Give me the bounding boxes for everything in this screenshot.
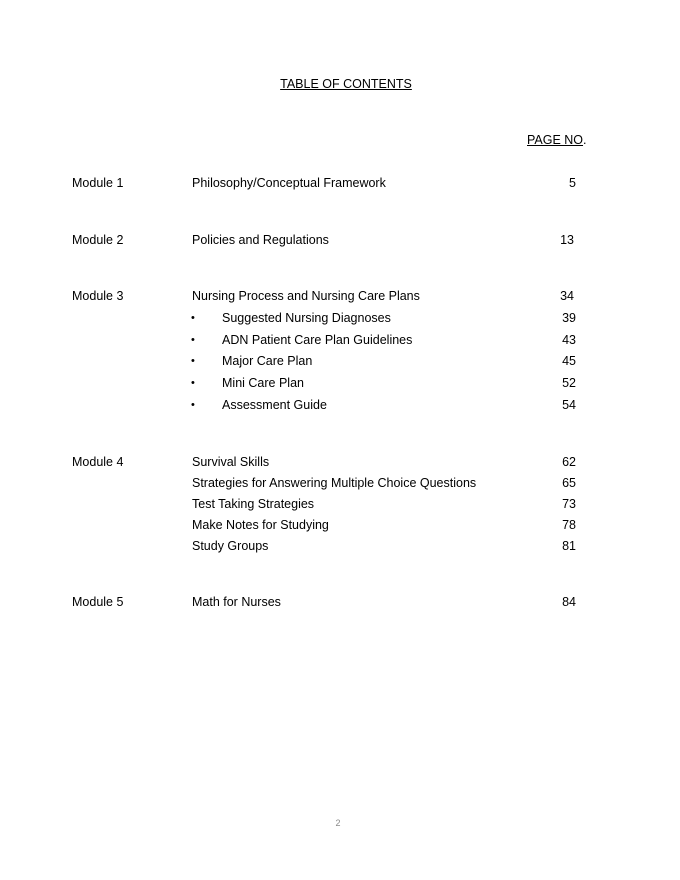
page-no-header	[527, 133, 587, 147]
toc-entry-page: 84	[562, 595, 576, 609]
toc-entry-page: 65	[562, 476, 576, 490]
toc-entry-title: Survival Skills	[192, 455, 270, 469]
footer-page-number: 2	[335, 818, 341, 828]
page-no-header-period: .	[583, 133, 587, 147]
bullet-icon: •	[191, 355, 195, 367]
toc-entry-page: 43	[562, 333, 576, 347]
toc-row-module-1	[0, 175, 680, 191]
bullet-icon: •	[191, 334, 195, 346]
toc-bullet-row	[0, 332, 680, 348]
toc-entry-page: 39	[562, 311, 576, 325]
toc-entry-title: Philosophy/Conceptual Framework	[192, 176, 386, 190]
toc-bullet-row	[0, 310, 680, 326]
toc-entry-page: 54	[562, 398, 576, 412]
toc-entry-page: 45	[562, 354, 576, 368]
toc-entry-page: 13	[560, 233, 574, 247]
toc-entry-title: Nursing Process and Nursing Care Plans	[192, 289, 420, 303]
bullet-icon: •	[191, 399, 195, 411]
toc-row-module-2	[0, 232, 680, 248]
toc-row-module-4	[0, 454, 680, 470]
toc-bullet-title: ADN Patient Care Plan Guidelines	[222, 333, 413, 347]
toc-entry-page: 73	[562, 497, 576, 511]
toc-bullet-title: Suggested Nursing Diagnoses	[222, 311, 391, 325]
page-title: TABLE OF CONTENTS	[280, 77, 412, 91]
toc-entry-title: Math for Nurses	[192, 595, 281, 609]
module-label: Module 1	[72, 176, 124, 190]
toc-entry-page: 52	[562, 376, 576, 390]
toc-bullet-title: Assessment Guide	[222, 398, 327, 412]
module-label: Module 4	[72, 455, 124, 469]
module-label: Module 2	[72, 233, 124, 247]
toc-row	[0, 538, 680, 554]
toc-entry-title: Policies and Regulations	[192, 233, 329, 247]
toc-bullet-title: Major Care Plan	[222, 354, 313, 368]
toc-row	[0, 475, 680, 491]
toc-row	[0, 496, 680, 512]
toc-entry-title: Test Taking Strategies	[192, 497, 315, 511]
toc-bullet-row	[0, 375, 680, 391]
module-label: Module 3	[72, 289, 124, 303]
toc-row-module-5	[0, 594, 680, 610]
bullet-icon: •	[191, 312, 195, 324]
toc-row-module-3	[0, 288, 680, 304]
toc-entry-page: 62	[562, 455, 576, 469]
toc-row	[0, 517, 680, 533]
toc-entry-title: Make Notes for Studying	[192, 518, 329, 532]
toc-bullet-row	[0, 397, 680, 413]
toc-entry-page: 34	[560, 289, 574, 303]
toc-entry-page: 5	[569, 176, 576, 190]
toc-entry-title: Study Groups	[192, 539, 269, 553]
page-no-header-label: PAGE NO	[527, 133, 584, 147]
toc-entry-title: Strategies for Answering Multiple Choice Questions	[192, 476, 477, 490]
bullet-icon: •	[191, 377, 195, 389]
toc-bullet-title: Mini Care Plan	[222, 376, 304, 390]
toc-entry-page: 78	[562, 518, 576, 532]
toc-bullet-row	[0, 353, 680, 369]
toc-entry-page: 81	[562, 539, 576, 553]
module-label: Module 5	[72, 595, 124, 609]
